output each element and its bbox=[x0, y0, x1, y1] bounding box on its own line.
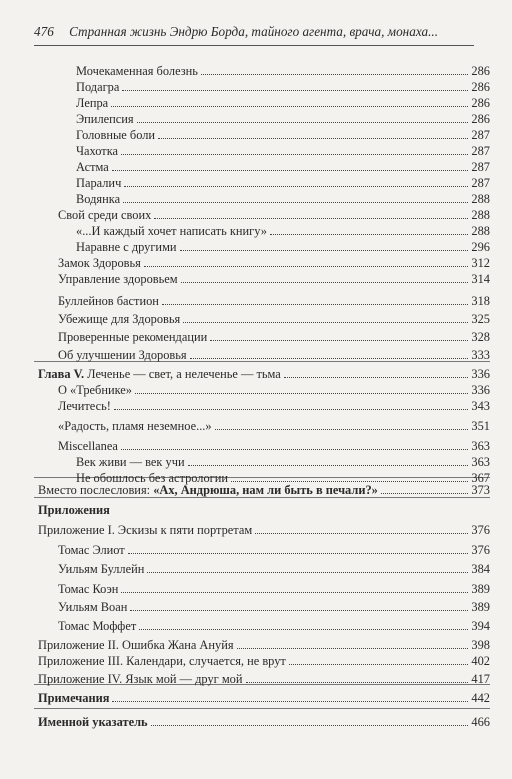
toc-entry-page: 287 bbox=[471, 144, 490, 158]
toc-entry bbox=[58, 543, 490, 557]
toc-entry-title: Подагра bbox=[76, 80, 120, 94]
toc-entry-title: Вместо послесловия: «Ах, Андрюша, нам ли быть в печали?» bbox=[38, 483, 378, 497]
appendices-heading: Приложения bbox=[38, 503, 110, 517]
toc-entry bbox=[38, 691, 490, 705]
toc-entry-page: 288 bbox=[471, 224, 490, 238]
page-number: 476 bbox=[34, 24, 54, 39]
toc-entry-bold-prefix: Примечания bbox=[38, 691, 110, 705]
dot-leader bbox=[215, 428, 469, 430]
dot-leader bbox=[128, 552, 469, 554]
toc-entry-title: Приложение I. Эскизы к пяти портретам bbox=[38, 523, 253, 537]
toc-entry bbox=[76, 80, 490, 94]
dot-leader bbox=[210, 339, 468, 341]
toc-entry bbox=[38, 638, 490, 652]
dot-leader bbox=[114, 408, 469, 410]
toc-entry-page: 296 bbox=[471, 240, 490, 254]
toc-entry-title: Замок Здоровья bbox=[58, 256, 141, 270]
dot-leader bbox=[122, 89, 468, 91]
dot-leader bbox=[190, 357, 469, 359]
toc-entry-title: Буллейнов бастион bbox=[58, 294, 159, 308]
toc-entry-title: Эпилепсия bbox=[76, 112, 134, 126]
toc-entry-title bbox=[38, 691, 109, 705]
toc-entry-title: Лепра bbox=[76, 96, 109, 110]
toc-entry-page: 325 bbox=[471, 312, 490, 326]
toc-entry-page: 384 bbox=[471, 562, 490, 576]
toc-entry bbox=[76, 224, 490, 238]
toc-entry-title: Мочекаменная болезнь bbox=[76, 64, 198, 78]
toc-entry-title: Глава V. Леченье — свет, а нелеченье — тьма bbox=[38, 367, 281, 381]
toc-entry-title: Водянка bbox=[76, 192, 121, 206]
toc-entry bbox=[58, 562, 490, 576]
toc-entry-page: 286 bbox=[471, 64, 490, 78]
toc-entry bbox=[58, 272, 490, 286]
toc-entry bbox=[76, 176, 490, 190]
toc-entry-title: Управление здоровьем bbox=[58, 272, 178, 286]
dot-leader bbox=[183, 321, 468, 323]
dot-leader bbox=[130, 609, 468, 611]
dot-leader bbox=[121, 153, 468, 155]
dot-leader bbox=[289, 663, 469, 665]
dot-leader bbox=[181, 281, 469, 283]
toc-entry-page: 318 bbox=[471, 294, 490, 308]
dot-leader bbox=[180, 249, 469, 251]
toc-entry bbox=[58, 582, 490, 596]
toc-entry-title bbox=[38, 715, 148, 729]
toc-entry bbox=[38, 483, 490, 497]
dot-leader bbox=[137, 121, 469, 123]
toc-entry bbox=[58, 383, 490, 397]
toc-entry-page: 312 bbox=[471, 256, 490, 270]
toc-entry-page: 417 bbox=[471, 672, 490, 686]
dot-leader bbox=[270, 233, 468, 235]
toc-entry bbox=[76, 112, 490, 126]
toc-entry-title: Проверенные рекомендации bbox=[58, 330, 208, 344]
dot-leader bbox=[112, 169, 469, 171]
separator bbox=[34, 708, 490, 709]
toc-entry-title: О «Требнике» bbox=[58, 383, 133, 397]
toc-entry-title: Головные боли bbox=[76, 128, 156, 142]
dot-leader bbox=[151, 724, 469, 726]
toc-entry-bold-prefix: Именной указатель bbox=[38, 715, 148, 729]
toc-entry bbox=[58, 312, 490, 326]
toc-entry-title: «...И каждый хочет написать книгу» bbox=[76, 224, 267, 238]
toc-entry bbox=[76, 64, 490, 78]
toc-entry-title: «Радость, пламя неземное...» bbox=[58, 419, 212, 433]
toc-entry bbox=[38, 672, 490, 686]
dot-leader bbox=[121, 448, 469, 450]
toc-entry-page: 343 bbox=[471, 399, 490, 413]
toc-entry-page: 389 bbox=[471, 582, 490, 596]
dot-leader bbox=[144, 265, 469, 267]
dot-leader bbox=[111, 105, 468, 107]
toc-entry-bold-suffix: «Ах, Андрюша, нам ли быть в печали?» bbox=[153, 483, 378, 497]
toc-entry-title: Век живи — век учи bbox=[76, 455, 185, 469]
toc-entry bbox=[38, 367, 490, 381]
dot-leader bbox=[139, 628, 468, 630]
toc-entry-title: Убежище для Здоровья bbox=[58, 312, 181, 326]
toc-entry-page: 288 bbox=[471, 192, 490, 206]
toc-entry-page: 287 bbox=[471, 128, 490, 142]
dot-leader bbox=[135, 392, 468, 394]
toc-entry-page: 286 bbox=[471, 112, 490, 126]
toc-entry-title: Лечитесь! bbox=[58, 399, 111, 413]
toc-entry-title: Приложение IV. Язык мой — друг мой bbox=[38, 672, 243, 686]
toc-entry bbox=[58, 330, 490, 344]
toc-entry-title: Miscellanea bbox=[58, 439, 118, 453]
toc-entry-page: 394 bbox=[471, 619, 490, 633]
dot-leader bbox=[381, 492, 469, 494]
toc-entry bbox=[76, 160, 490, 174]
running-header bbox=[34, 24, 474, 40]
header-rule bbox=[34, 45, 474, 46]
dot-leader bbox=[112, 700, 468, 702]
toc-entry bbox=[58, 600, 490, 614]
toc-entry-page: 333 bbox=[471, 348, 490, 362]
dot-leader bbox=[284, 376, 469, 378]
toc-entry-title: Томас Элиот bbox=[58, 543, 125, 557]
toc-entry-bold-prefix: Глава V. bbox=[38, 367, 85, 381]
toc-entry bbox=[76, 240, 490, 254]
toc-entry-page: 466 bbox=[471, 715, 490, 729]
toc-entry-page: 367 bbox=[471, 471, 490, 485]
toc-entry-page: 288 bbox=[471, 208, 490, 222]
toc-entry bbox=[58, 348, 490, 362]
toc-entry bbox=[58, 208, 490, 222]
toc-entry-title: Наравне с другими bbox=[76, 240, 177, 254]
dot-leader bbox=[255, 532, 468, 534]
separator bbox=[34, 497, 490, 498]
toc-entry-page: 398 bbox=[471, 638, 490, 652]
toc-entry bbox=[76, 144, 490, 158]
toc-entry bbox=[76, 128, 490, 142]
toc-entry-title: Не обошлось без астрологии bbox=[76, 471, 229, 485]
toc-entry-title: Чахотка bbox=[76, 144, 119, 158]
toc-entry-title: Уильям Буллейн bbox=[58, 562, 145, 576]
toc-entry bbox=[58, 419, 490, 433]
dot-leader bbox=[188, 464, 469, 466]
toc-entry bbox=[76, 96, 490, 110]
toc-entry-page: 351 bbox=[471, 419, 490, 433]
toc-entry bbox=[58, 294, 490, 308]
dot-leader bbox=[246, 681, 469, 683]
toc-entry-page: 328 bbox=[471, 330, 490, 344]
dot-leader bbox=[158, 137, 468, 139]
dot-leader bbox=[123, 201, 468, 203]
toc-entry bbox=[38, 715, 490, 729]
toc-entry bbox=[76, 192, 490, 206]
toc-entry-title: Свой среди своих bbox=[58, 208, 152, 222]
toc-entry-title: Томас Коэн bbox=[58, 582, 119, 596]
toc-entry-title: Приложение III. Календари, случается, не врут bbox=[38, 654, 286, 668]
dot-leader bbox=[237, 647, 469, 649]
toc-entry bbox=[38, 654, 490, 668]
dot-leader bbox=[124, 185, 468, 187]
dot-leader bbox=[147, 571, 468, 573]
toc-entry-title: Приложение II. Ошибка Жана Ануйя bbox=[38, 638, 234, 652]
toc-entry-page: 373 bbox=[471, 483, 490, 497]
toc-entry-page: 287 bbox=[471, 176, 490, 190]
toc-entry bbox=[76, 455, 490, 469]
toc-entry-page: 442 bbox=[471, 691, 490, 705]
dot-leader bbox=[231, 480, 468, 482]
toc-entry-page: 286 bbox=[471, 96, 490, 110]
dot-leader bbox=[121, 591, 468, 593]
toc-entry-page: 402 bbox=[471, 654, 490, 668]
toc-entry-page: 287 bbox=[471, 160, 490, 174]
toc-entry-title: Уильям Воан bbox=[58, 600, 128, 614]
running-title: Странная жизнь Эндрю Борда, тайного агента, врача, монаха... bbox=[69, 24, 438, 39]
toc-entry bbox=[58, 619, 490, 633]
toc-entry-page: 389 bbox=[471, 600, 490, 614]
toc-entry-page: 314 bbox=[471, 272, 490, 286]
toc-entry bbox=[58, 256, 490, 270]
toc-entry bbox=[58, 439, 490, 453]
dot-leader bbox=[162, 303, 469, 305]
toc-entry-title: Томас Моффет bbox=[58, 619, 137, 633]
toc-entry-page: 336 bbox=[471, 367, 490, 381]
toc-entry-title: Астма bbox=[76, 160, 109, 174]
dot-leader bbox=[201, 73, 469, 75]
toc-entry-page: 286 bbox=[471, 80, 490, 94]
toc-entry-page: 363 bbox=[471, 455, 490, 469]
toc-entry-page: 376 bbox=[471, 543, 490, 557]
toc-entry-page: 336 bbox=[471, 383, 490, 397]
toc-entry-title: Паралич bbox=[76, 176, 122, 190]
toc-entry-page: 376 bbox=[471, 523, 490, 537]
toc-entry-title: Об улучшении Здоровья bbox=[58, 348, 187, 362]
toc-entry bbox=[38, 523, 490, 537]
toc-entry-page: 363 bbox=[471, 439, 490, 453]
toc-entry bbox=[58, 399, 490, 413]
dot-leader bbox=[154, 217, 468, 219]
